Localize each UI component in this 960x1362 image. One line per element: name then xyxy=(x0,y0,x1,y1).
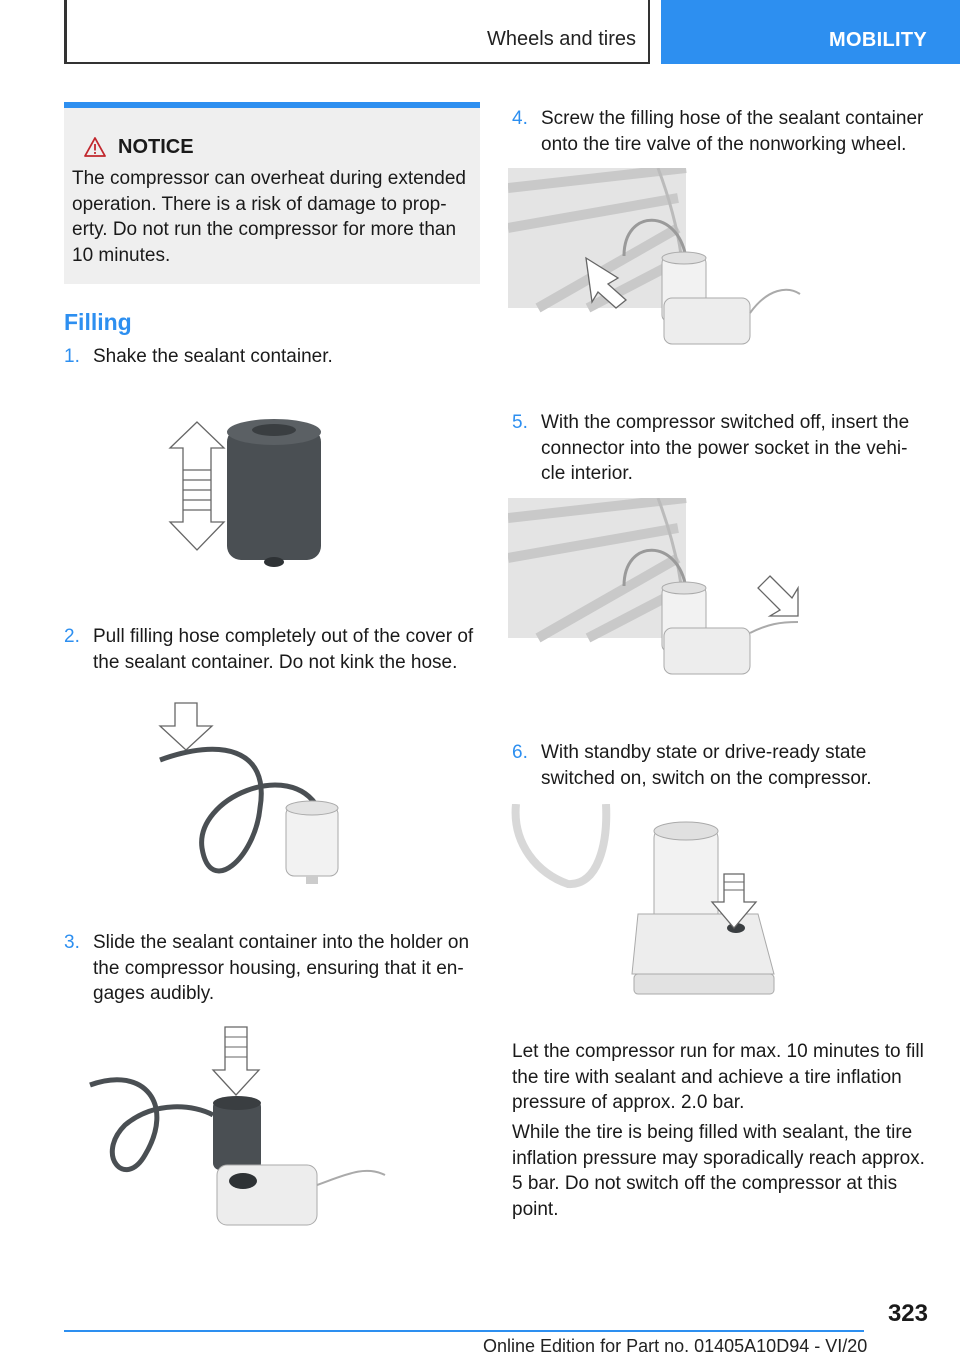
insert-connector-illustration xyxy=(508,498,802,686)
section-heading: Filling xyxy=(64,309,132,335)
chapter-tab-label: MOBILITY xyxy=(829,29,927,51)
pull-hose-illustration xyxy=(150,698,350,894)
warning-triangle-icon xyxy=(84,137,106,157)
step-number: 2. xyxy=(64,626,80,647)
step-number: 6. xyxy=(512,742,528,763)
page-number: 323 xyxy=(887,1300,928,1327)
step-text: Shake the sealant container. xyxy=(93,346,333,367)
footer-rule xyxy=(64,1330,864,1332)
step-text: With the compressor switched off, insert the connector into the power socket in the vehi- cle interior. xyxy=(541,412,910,484)
switch-on-compressor-illustration xyxy=(508,804,786,1004)
chapter-tab[interactable] xyxy=(661,0,960,64)
step-number: 1. xyxy=(64,346,80,367)
header-rule-bottom xyxy=(64,62,650,64)
paragraph-pressure-warning: While the tire is being filled with sealant, the tire inflation pressure may sporadically reach approx. 5 bar. Do not switch off the compressor at this point. xyxy=(512,1122,925,1220)
shake-container-illustration xyxy=(165,410,335,575)
header-rule-divider xyxy=(648,0,650,64)
header-rule-left xyxy=(64,0,67,64)
notice-title: NOTICE xyxy=(118,135,194,158)
step-text: With standby state or drive-ready state switched on, switch on the compressor. xyxy=(541,742,872,789)
step-number: 4. xyxy=(512,108,528,129)
notice-text: The compressor can overheat during extended operation. There is a risk of damage to prop- erty. Do not run the compressor for more than 10 minutes. xyxy=(72,168,466,266)
notice-header xyxy=(84,134,194,160)
slide-container-illustration xyxy=(85,1025,395,1235)
notice-box xyxy=(64,102,480,284)
edition-footer: Online Edition for Part no. 01405A10D94 - VI/20 xyxy=(483,1336,868,1356)
header-section-title: Wheels and tires xyxy=(487,28,636,50)
step-text: Screw the filling hose of the sealant container onto the tire valve of the nonworking wheel. xyxy=(541,108,924,155)
step-text: Slide the sealant container into the holder on the compressor housing, ensuring that it en- gages audibly. xyxy=(93,932,470,1004)
step-number: 5. xyxy=(512,412,528,433)
paragraph-fill-duration: Let the compressor run for max. 10 minutes to fill the tire with sealant and achieve a tire inflation pressure of approx. 2.0 bar. xyxy=(512,1041,924,1113)
step-number: 3. xyxy=(64,932,80,953)
connect-hose-to-tire-illustration xyxy=(508,168,802,354)
step-text: Pull filling hose completely out of the cover of the sealant container. Do not kink the hose. xyxy=(93,626,474,673)
